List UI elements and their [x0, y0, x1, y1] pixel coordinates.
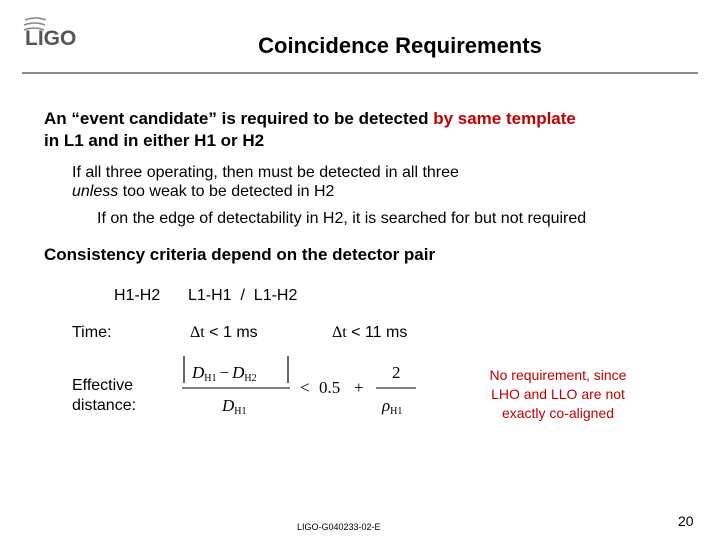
time-h1h2-value: < 1 ms — [204, 324, 258, 341]
constant: 0.5 — [319, 378, 341, 397]
numerator: 2 — [392, 363, 401, 382]
time-l1 — [332, 324, 407, 342]
sub1-line2: too weak to be detected in H2 — [118, 183, 335, 200]
sub-bullet-all-three — [72, 163, 672, 201]
page-number: 20 — [678, 513, 694, 529]
col-header-l1: L1-H1 / L1-H2 — [188, 287, 298, 304]
bullet1-part2: in L1 and in either H1 or H2 — [44, 131, 265, 150]
note-line2: LHO and LLO are not — [491, 386, 625, 402]
bullet1-highlight: by same template — [433, 109, 576, 128]
delta-t-symbol: Δt — [190, 324, 205, 341]
svg-text:DH1: DH1 — [222, 396, 247, 417]
note-line1: No requirement, since — [489, 367, 627, 383]
logo-text: LIGO — [25, 27, 77, 50]
plus: + — [354, 378, 364, 397]
delta-t-symbol-2: Δt — [332, 324, 347, 341]
slide-title: Coincidence Requirements — [258, 33, 542, 58]
title-divider — [22, 72, 698, 74]
time-h1h2 — [190, 324, 258, 342]
svg-text:ρH1: ρH1 — [382, 396, 403, 417]
time-label: Time: — [72, 324, 112, 341]
eff-label-2: distance: — [72, 397, 137, 414]
effective-distance-formula — [178, 352, 448, 422]
eff-label-1: Effective — [72, 377, 134, 394]
sub1-unless: unless — [72, 183, 119, 200]
effective-distance-label — [72, 376, 136, 416]
sub-sub-bullet-edge: If on the edge of detectability in H2, it is searched for but not required — [97, 210, 587, 227]
less-than: < — [300, 378, 310, 397]
svg-text:DH1−DH2: DH1 − DH2 — [192, 363, 257, 384]
bullet1-part1: An “event candidate” is required to be detected — [44, 109, 434, 128]
bullet-event-candidate — [44, 108, 704, 152]
bullet-consistency: Consistency criteria depend on the detector pair — [44, 245, 436, 264]
no-requirement-note — [466, 366, 650, 423]
time-l1-value: < 11 ms — [346, 324, 408, 341]
note-line3: exactly co-aligned — [501, 405, 615, 421]
col-header-h1h2: H1-H2 — [114, 287, 161, 304]
sub1-line1: If all three operating, then must be detected in all three — [72, 164, 459, 181]
document-id: LIGO-G040233-02-E — [297, 522, 381, 532]
